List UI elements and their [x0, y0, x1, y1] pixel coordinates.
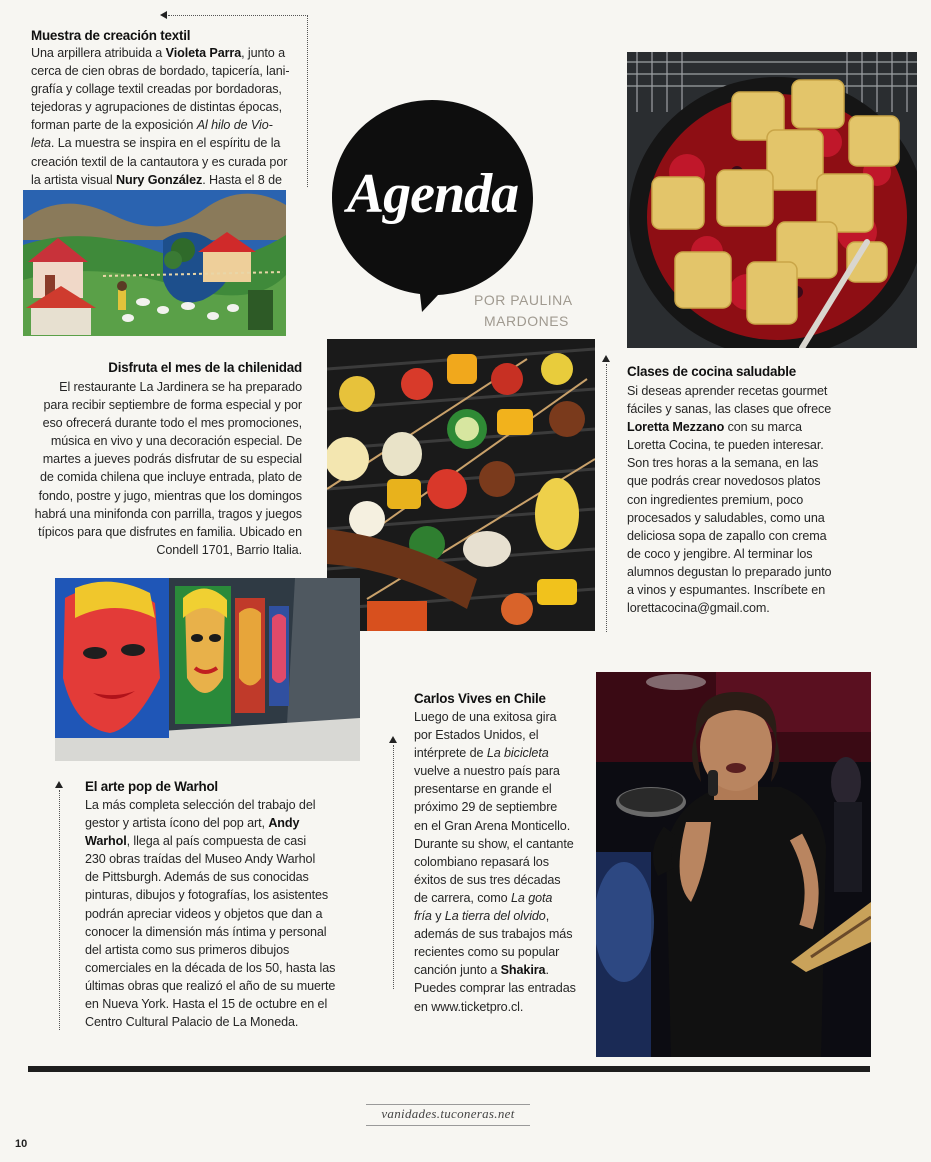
text-run: .: [545, 963, 549, 978]
text-run: de coco y jengibre. Al terminar los: [627, 546, 813, 561]
text-run: 230 obras traídas del Museo Andy Warhol: [85, 852, 316, 867]
text-run: la artista visual: [31, 172, 116, 187]
text-run: ,: [545, 909, 550, 924]
text-line: [31, 80, 311, 98]
text-run: leta: [31, 136, 51, 151]
text-run: deliciosa sopa de zapallo con crema: [627, 528, 827, 543]
text-run: Nury González: [116, 172, 203, 187]
text-run: Una arpillera atribuida a: [31, 46, 166, 60]
text-run: de comida chilena que incluye entrada, plato de: [39, 470, 302, 485]
text-line: [85, 796, 365, 814]
text-run: , llega al país compuesta de casi: [126, 834, 307, 849]
text-run: Shakira: [500, 963, 546, 978]
text-run: pinturas, dibujos y fotografías, los asistentes: [85, 888, 329, 903]
text-run: vuelve a nuestro país para: [414, 764, 560, 779]
text-line: [627, 599, 857, 617]
text-run: en el Gran Arena Monticello.: [414, 818, 571, 833]
textil-heading: Muestra de creación textil: [31, 28, 191, 43]
text-run: por Estados Unidos, el: [414, 728, 539, 743]
text-run: lorettacocina@gmail.com.: [627, 601, 770, 616]
text-run: creación textil de la cantautora y es curada por: [31, 154, 288, 169]
text-run: podrán apreciar videos y objetos que dan a: [85, 906, 323, 921]
cobbler-image: [627, 52, 917, 348]
text-line: [31, 116, 311, 134]
text-run: grafía y collage textil creadas por bordadoras,: [31, 82, 282, 97]
text-run: para recibir septiembre de forma especial y por: [43, 398, 302, 413]
arrow-left-icon: [160, 11, 167, 19]
text-line: [414, 943, 594, 961]
chilenidad-body: [0, 378, 302, 559]
text-run: forman parte de la exposición: [31, 118, 197, 133]
text-line: [414, 817, 594, 835]
skewers-image: [327, 339, 595, 631]
text-line: [627, 382, 857, 400]
text-run: Centro Cultural Palacio de La Moneda.: [85, 1015, 299, 1030]
text-line: [414, 925, 594, 943]
text-line: [627, 400, 857, 418]
text-run: cerca de cien obras de bordado, tapicería, lani-: [31, 64, 290, 79]
text-run: que podrás crear novedosos platos: [627, 474, 821, 489]
text-line: [0, 487, 302, 505]
text-run: Loretta Cocina, te pueden interesar.: [627, 438, 824, 453]
text-run: alumnos degustan lo preparado junto: [627, 564, 832, 579]
text-run: últimas obras que realizó el año de su muerte: [85, 978, 336, 993]
text-line: [414, 780, 594, 798]
warhol-heading: El arte pop de Warhol: [85, 779, 218, 794]
text-line: [414, 961, 594, 979]
footer-rule: [28, 1066, 870, 1072]
agenda-byline-1: POR PAULINA: [474, 292, 573, 308]
text-run: Andy: [268, 816, 300, 831]
text-run: de Pittsburgh. Además de sus conocidas: [85, 870, 309, 885]
arrow-up-icon: [389, 736, 397, 743]
text-run: además de sus trabajos más: [414, 927, 573, 942]
text-line: [627, 472, 857, 490]
text-run: comerciales en la década de los 50, hasta las: [85, 960, 336, 975]
text-line: [627, 581, 857, 599]
text-run: gestor y artista ícono del pop art,: [85, 816, 269, 831]
text-run: fría: [414, 909, 432, 924]
text-run: fáciles y sanas, las clases que ofrece: [627, 402, 832, 417]
text-line: [31, 171, 311, 189]
text-line: [0, 541, 302, 559]
text-run: La tierra del olvido: [444, 909, 546, 924]
text-line: [85, 941, 365, 959]
text-run: Puedes comprar las entradas: [414, 981, 576, 996]
text-line: [85, 832, 365, 850]
text-run: recientes como su popular: [414, 945, 560, 960]
text-line: [414, 835, 594, 853]
text-line: [0, 505, 302, 523]
text-run: . La muestra se inspira en el espíritu de la: [50, 136, 281, 151]
text-line: [414, 744, 594, 762]
text-line: [31, 98, 311, 116]
text-run: La gota: [511, 890, 553, 905]
text-run: La bicicleta: [486, 746, 549, 761]
agenda-byline-2: MARDONES: [484, 313, 569, 329]
arrow-up-icon: [602, 355, 610, 362]
text-run: colombiano repasará los: [414, 854, 549, 869]
text-line: [85, 868, 365, 886]
text-line: [414, 998, 594, 1016]
text-line: [0, 523, 302, 541]
text-run: eso ofrecerá durante todo el mes promociones,: [42, 416, 302, 431]
text-run: con su marca: [724, 420, 802, 435]
text-run: Warhol: [85, 834, 127, 849]
text-run: , junto a: [241, 46, 286, 60]
text-run: y: [431, 909, 445, 924]
connector-line: [168, 15, 308, 16]
text-run: Violeta Parra: [165, 46, 242, 60]
text-line: [0, 378, 302, 396]
arpillera-image: [23, 190, 286, 336]
text-run: martes a jueves podrás disfrutar de su especial: [42, 452, 302, 467]
text-line: [85, 1013, 365, 1031]
text-run: Son tres horas a la semana, en las: [627, 456, 819, 471]
text-run: Si deseas aprender recetas gourmet: [627, 384, 828, 398]
text-line: [85, 905, 365, 923]
text-run: intérprete de: [414, 746, 487, 761]
text-line: [414, 762, 594, 780]
text-line: [85, 995, 365, 1013]
text-line: [0, 450, 302, 468]
text-run: Durante su show, el cantante: [414, 836, 574, 851]
text-line: [627, 509, 857, 527]
text-line: [85, 886, 365, 904]
text-run: del artista como sus primeros dibujos: [85, 942, 290, 957]
text-run: procesados y saludables, como una: [627, 510, 825, 525]
text-run: Loretta Mezzano: [627, 420, 725, 435]
text-run: . Hasta el 8 de: [202, 172, 282, 187]
text-run: habrá una minifonda con parrilla, tragos y juegos: [34, 506, 302, 521]
text-line: [31, 153, 311, 171]
text-run: fondo, postre y jugo, mientras que los domingos: [38, 488, 302, 503]
connector-line: [606, 364, 607, 632]
text-run: en www.ticketpro.cl.: [414, 999, 524, 1014]
text-run: próximo 29 de septiembre: [414, 800, 558, 815]
warhol-body: [85, 796, 365, 1031]
text-line: [31, 134, 311, 152]
arrow-up-icon: [55, 781, 63, 788]
text-line: [31, 62, 311, 80]
text-line: [414, 907, 594, 925]
text-line: [85, 959, 365, 977]
text-run: presentarse en grande el: [414, 782, 552, 797]
text-run: música en vivo y una decoración especial. De: [50, 434, 302, 449]
text-line: [31, 44, 311, 62]
text-line: [85, 977, 365, 995]
text-run: La más completa selección del trabajo del: [85, 798, 316, 812]
text-run: canción junto a: [414, 963, 501, 978]
text-run: Al hilo de Vio-: [196, 118, 273, 133]
text-line: [414, 726, 594, 744]
chilenidad-heading: Disfruta el mes de la chilenidad: [108, 360, 302, 375]
text-line: [627, 563, 857, 581]
connector-line: [59, 790, 60, 1030]
agenda-bubble: [330, 98, 535, 313]
warhol-gallery-image: [55, 578, 360, 761]
text-run: Luego de una exitosa gira: [414, 710, 557, 724]
text-line: [627, 418, 857, 436]
text-line: [414, 871, 594, 889]
text-run: a vinos y espumantes. Inscríbete en: [627, 583, 826, 598]
text-line: [414, 889, 594, 907]
cocina-body: [627, 382, 857, 617]
text-run: El restaurante La Jardinera se ha preparado: [59, 380, 302, 394]
text-line: [414, 798, 594, 816]
text-line: [414, 853, 594, 871]
text-line: [627, 491, 857, 509]
text-line: [85, 923, 365, 941]
text-line: [0, 396, 302, 414]
vives-heading: Carlos Vives en Chile: [414, 691, 546, 706]
text-line: [0, 432, 302, 450]
text-run: conocer la dimensión más íntima y personal: [85, 924, 327, 939]
cocina-heading: Clases de cocina saludable: [627, 364, 796, 379]
carlos-vives-image: [596, 672, 871, 1057]
text-line: [414, 708, 594, 726]
text-run: de carrera, como: [414, 890, 511, 905]
text-line: [627, 527, 857, 545]
text-run: éxitos de sus tres décadas: [414, 872, 561, 887]
text-line: [0, 414, 302, 432]
vives-body: [414, 708, 594, 1016]
textil-body: [31, 44, 311, 207]
text-line: [414, 979, 594, 997]
text-run: típicos para que disfrutes en familia. Ubicado en: [38, 524, 302, 539]
text-line: [627, 545, 857, 563]
connector-line: [393, 745, 394, 989]
text-line: [0, 468, 302, 486]
text-line: [627, 436, 857, 454]
agenda-title: Agenda: [346, 163, 519, 225]
text-run: en Nueva York. Hasta el 15 de octubre en el: [85, 997, 328, 1012]
text-line: [627, 454, 857, 472]
footer-site: vanidades.tuconeras.net: [381, 1106, 515, 1121]
page-number: 10: [15, 1138, 28, 1150]
text-line: [85, 814, 365, 832]
text-run: Condell 1701, Barrio Italia.: [156, 542, 302, 557]
text-run: con ingredientes premium, poco: [627, 492, 804, 507]
text-run: tejedoras y agrupaciones de distintas épocas,: [31, 100, 283, 115]
text-line: [85, 850, 365, 868]
